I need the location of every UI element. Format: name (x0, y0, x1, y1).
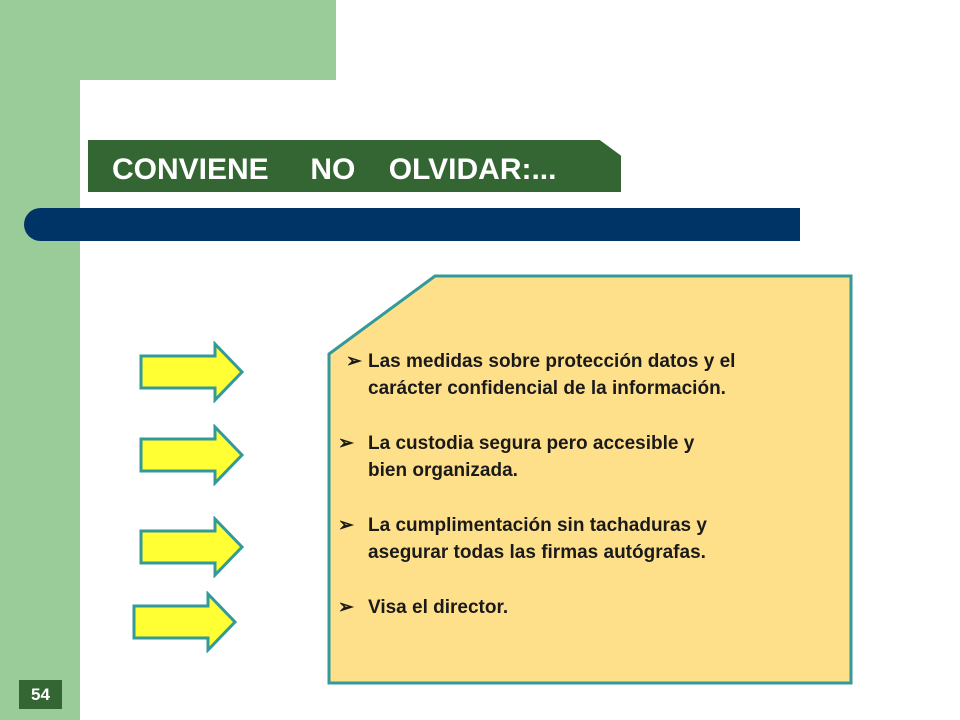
left-green-strip (0, 0, 80, 720)
list-item-text: La custodia segura pero accesible y (368, 433, 695, 454)
list-item-text: bien organizada. (368, 460, 518, 481)
list-item-text: La cumplimentación sin tachaduras y (368, 515, 707, 536)
rounded-corner-decoration (80, 80, 140, 140)
list-item-text: Visa el director. (368, 597, 509, 618)
list-item-text: asegurar todas las firmas autógrafas. (368, 542, 706, 563)
arrowhead-bullet-icon: ➢ (346, 351, 362, 372)
list-item-text: Las medidas sobre protección datos y el (368, 351, 736, 372)
list-item (338, 512, 848, 566)
page-number-badge: 54 (19, 680, 62, 709)
arrowhead-bullet-icon: ➢ (338, 515, 354, 536)
list-item (346, 348, 848, 402)
right-arrow-icon (138, 341, 246, 403)
list-item (338, 430, 848, 484)
slide-title: CONVIENE NO OLVIDAR:... (112, 153, 557, 186)
navy-divider-bar (24, 208, 800, 241)
right-arrow-icon (138, 424, 246, 486)
arrowhead-bullet-icon: ➢ (338, 433, 354, 454)
list-item (338, 594, 848, 621)
bullet-list (338, 348, 848, 621)
top-green-strip (80, 0, 336, 80)
arrowhead-bullet-icon: ➢ (338, 597, 354, 618)
right-arrow-icon (138, 516, 246, 578)
right-arrow-icon (131, 591, 239, 653)
list-item-text: carácter confidencial de la información. (368, 378, 726, 399)
